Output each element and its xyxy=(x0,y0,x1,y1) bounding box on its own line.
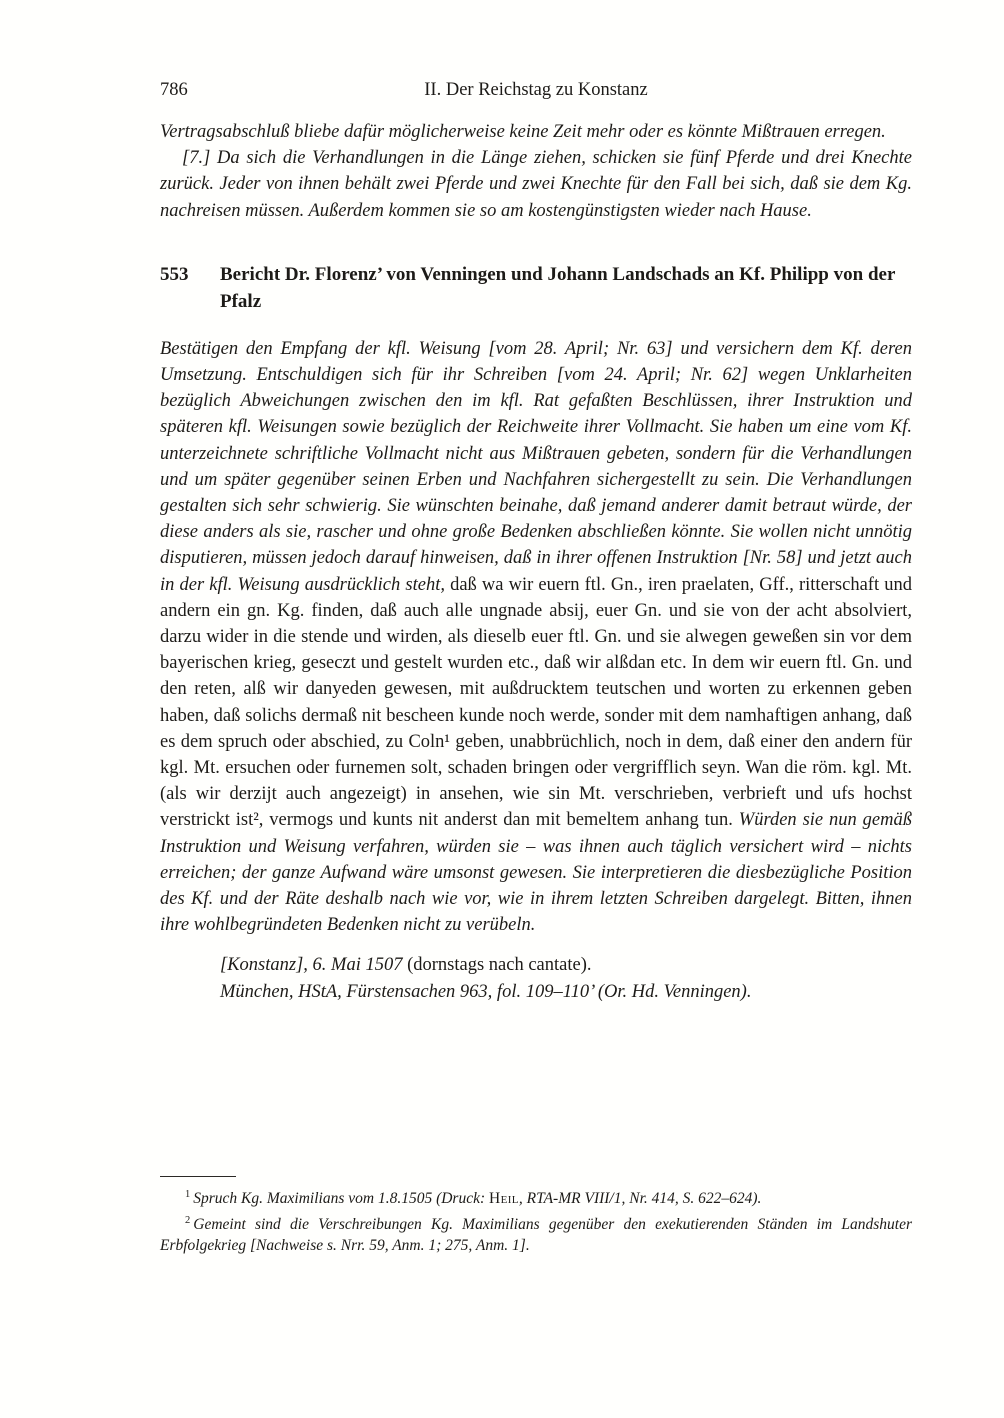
quote-segment: daß wa wir euern ftl. Gn., iren praelaten, Gff., ritterschaft und andern ein gn. Kg. finden, daß auch alle ungnade absij, euer Gn. und sie von der acht absolviert, darzu wider in die stende und wirden, als dieselb euer ftl. Gn. und sie alwegen geweßen sin vor dem bayerischen krieg, geseczt und gestelt wurden etc., daß wir alßdan etc. In dem wir euern ftl. Gn. und den reten, alß wir danyeden gewesen, mit außdrucktem teutschen und worten zu erkennen geben haben, daß solichs dermaß nit bescheen kunde noch werde, sonder mit dem namhaftigen anhang, daß es dem spruch oder abschied, zu Coln¹ geben, unabbrüchlich, noch in dem, daß einer den andern für kgl. Mt. ersuchen oder furnemen solt, schaden bringen oder vergrifflich seyn. Wan die röm. kgl. Mt. (als wir derzijt auch angezeigt) in ansehen, wie sin Mt. verschrieben, verbrieft und ufs hochst verstrickt ist², vermogs und kunts nit anderst dan mit bemeltem anhang tun. xyxy=(160,574,912,831)
entry-heading xyxy=(160,261,912,316)
footnote-1-author: Heil xyxy=(489,1190,519,1208)
running-head: II. Der Reichstag zu Konstanz xyxy=(424,80,648,100)
source-block xyxy=(160,952,912,1005)
summary-segment-closing: Würden sie nun gemäß Instruktion und Weisung verfahren, würden sie – was ihnen auch täglich versichert wird – nichts erreichen; der ganze Aufwand wäre umsonst gewesen. Sie interpretieren die diesbezügliche Position des Kf. und der Räte deshalb nach wie vor, wie in ihrem letzten Schreiben dargelegt. Bitten, ihnen ihre wohlbegründeten Bedenken nicht zu verübeln. xyxy=(160,810,912,936)
entry-title: Bericht Dr. Florenz’ von Venningen und Johann Landschads an Kf. Philipp von der Pfalz xyxy=(220,263,896,313)
text-block xyxy=(160,78,912,1005)
dateline-place-date: [Konstanz], 6. Mai 1507 xyxy=(220,955,408,976)
entry-body xyxy=(160,336,912,939)
footnote-marker-1: 1 xyxy=(185,1189,191,1200)
page-number: 786 xyxy=(160,80,188,100)
entry-number: 553 xyxy=(160,263,189,285)
footnote-block xyxy=(160,1176,912,1257)
footnote-2-text: Gemeint sind die Verschreibungen Kg. Maximilians gegenüber den exekutierenden Ständen im Landshuter Erbfolgekrieg [Nachweise s. Nrr. 59, Anm. 1; 275, Anm. 1]. xyxy=(160,1215,912,1255)
summary-segment-opening: Bestätigen den Empfang der kfl. Weisung [vom 28. April; Nr. 63] und versichern dem Kf. deren Umsetzung. Entschuldigen sich für ihr Schreiben [vom 24. April; Nr. 62] wegen Unklarheiten bezüglich Abweichungen zwischen den im kfl. Rat gefaßten Beschlüssen, ihrer Instruktion und späteren kfl. Weisungen sowie bezüglich der Reichweite ihrer Vollmacht. Sie haben um eine vom Kf. unterzeichnete schriftliche Vollmacht nicht aus Mißtrauen gebeten, sondern für die Verhandlungen und um später gegenüber seinen Erben und Nachfahren sichergestellt zu sein. Die Verhandlungen gestalten sich sehr schwierig. Sie wünschten beinahe, daß jemand anderer damit betraut würde, der diese anders als sie, rascher und ohne große Bedenken abschließen könnte. Sie wollen nicht unnötig disputieren, müssen jedoch darauf hinweisen, daß in ihrer offenen Instruktion [Nr. 58] und jetzt auch in der kfl. Weisung ausdrücklich steht, xyxy=(160,338,912,595)
footnote-1 xyxy=(160,1184,912,1210)
dateline-weekday: (dornstags nach cantate). xyxy=(407,955,592,976)
footnote-separator xyxy=(160,1176,236,1177)
footnote-marker-2: 2 xyxy=(185,1214,191,1226)
continuation-paragraph: Vertragsabschluß bliebe dafür möglicherweise keine Zeit mehr oder es könnte Mißtrauen erregen. xyxy=(160,122,886,142)
footnote-1-text-end: , RTA-MR VIII/1, Nr. 414, S. 622–624). xyxy=(518,1190,762,1208)
archive-reference: München, HStA, Fürstensachen 963, fol. 109–110’ (Or. Hd. Venningen). xyxy=(220,981,752,1002)
summary-paragraph-7: [7.] Da sich die Verhandlungen in die Länge ziehen, schicken sie fünf Pferde und drei Knechte zurück. Jeder von ihnen behält zwei Pferde und zwei Knechte für den Fall bei sich, daß sie dem Kg. nachreisen müssen. Außerdem kommen sie so am kostengünstigsten wieder nach Hause. xyxy=(160,148,912,221)
dateline xyxy=(220,952,912,979)
footnote-2 xyxy=(160,1210,912,1257)
page-header xyxy=(160,78,912,102)
footnote-1-text: Spruch Kg. Maximilians vom 1.8.1505 (Druck: xyxy=(193,1190,489,1208)
